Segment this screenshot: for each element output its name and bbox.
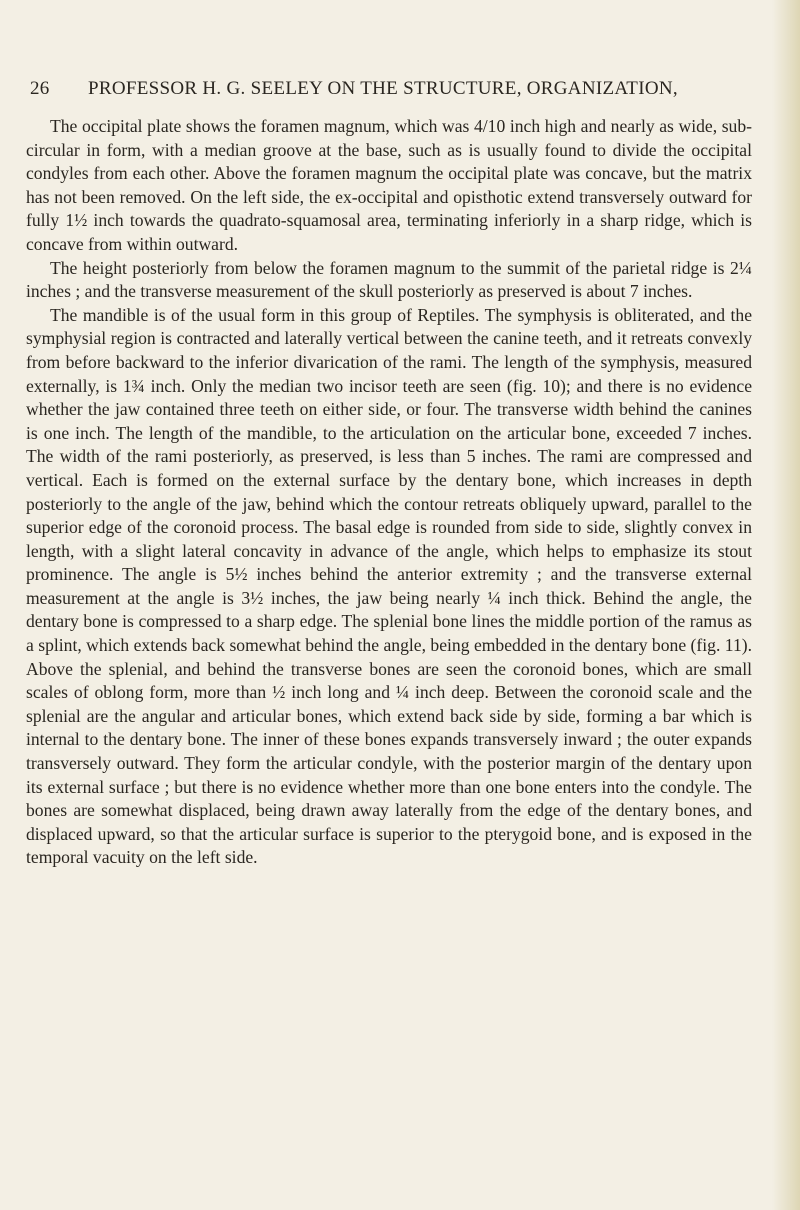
body-text: [26, 115, 752, 870]
paragraph-skull-height: The height posteriorly from below the foramen magnum to the summit of the parietal ridge is 2¼ inches ; and the transverse measurement of the skull posteriorly as preserved is about 7 inches.: [26, 257, 752, 302]
paragraph-occipital-plate: The occipital plate shows the foramen magnum, which was 4/10 inch high and nearly as wide, sub-circular in form, with a median groove at the base, such as is usually found to divide the occipital condyles from each other. Above the foramen magnum the occipital plate was concave, but the matrix has not been removed. On the left side, the ex-occipital and opisthotic extend transversely outward for fully 1½ inch towards the quadrato-squamosal area, terminating inferiorly in a sharp ridge, which is concave from within outward.: [26, 116, 752, 254]
page-header: [30, 78, 742, 106]
page-edge-shadow: [772, 0, 800, 1210]
paragraph-mandible: The mandible is of the usual form in this group of Reptiles. The symphysis is obliterated, and the symphysial region is contracted and laterally vertical between the canine teeth, and it retreats convexly from before backward to the inferior divarication of the rami. The length of the symphysis, measured externally, is 1¾ inch. Only the median two incisor teeth are seen (fig. 10); and there is no evidence whether the jaw contained three teeth on either side, or four. The transverse width behind the canines is one inch. The length of the mandible, to the articulation on the articular bone, exceeded 7 inches. The width of the rami posteriorly, as preserved, is less than 5 inches. The rami are compressed and vertical. Each is formed on the external surface by the dentary bone, which increases in depth posteriorly to the angle of the jaw, behind which the contour retreats obliquely upward, parallel to the superior edge of the coronoid process. The basal edge is rounded from side to side, slightly convex in length, with a slight lateral concavity in advance of the angle, which helps to emphasize its stout prominence. The angle is 5½ inches behind the anterior extremity ; and the transverse external measurement at the angle is 3½ inches, the jaw being nearly ¼ inch thick. Behind the angle, the dentary bone is compressed to a sharp edge. The splenial bone lines the middle portion of the ramus as a splint, which extends back somewhat behind the angle, being embedded in the dentary bone (fig. 11). Above the splenial, and behind the transverse bones are seen the coronoid bones, which are small scales of oblong form, more than ½ inch long and ¼ inch deep. Between the coronoid scale and the splenial are the angular and articular bones, which extend back side by side, forming a bar which is internal to the dentary bone. The inner of these bones expands transversely inward ; the outer expands transversely outward. They form the articular condyle, with the posterior margin of the dentary upon its external surface ; but there is no evidence whether more than one bone enters into the condyle. The bones are somewhat displaced, being drawn away laterally from the edge of the dentary bones, and displaced upward, so that the articular surface is superior to the pterygoid bone, and is exposed in the temporal vacuity on the left side.: [26, 304, 752, 868]
page-number: 26: [30, 78, 50, 99]
running-head: PROFESSOR H. G. SEELEY ON THE STRUCTURE, ORGANIZATION,: [88, 78, 678, 99]
